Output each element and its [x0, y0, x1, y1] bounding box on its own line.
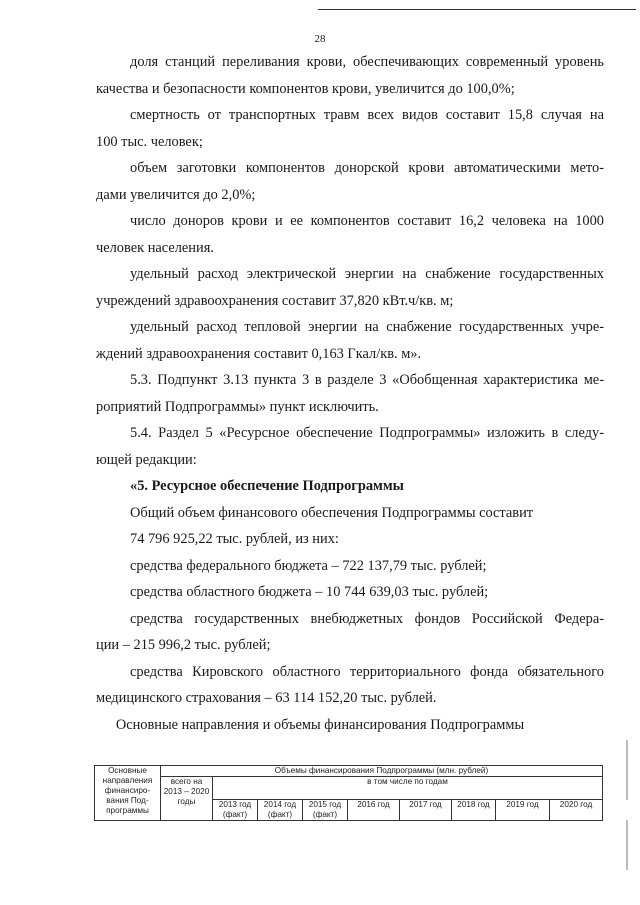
text-line: дами увеличится до 2,0%; — [96, 187, 256, 203]
header-year: 2017 год — [400, 800, 452, 821]
header-rule — [318, 9, 636, 10]
text-line: ции – 215 996,2 тыс. рублей; — [96, 637, 271, 653]
text-line: Общий объем финансового обеспечения Подпрограммы составит — [130, 505, 534, 521]
text-line: роприятий Подпрограммы» пункт исключить. — [96, 399, 379, 415]
header-total: всего на 2013 – 2020 годы — [161, 777, 213, 821]
text-line: человек населения. — [96, 240, 214, 256]
text-line: число доноров крови и ее компонентов составит 16,2 человека на 1000 — [130, 213, 604, 229]
text-line: ющей редакции: — [96, 452, 197, 468]
text-line: средства государственных внебюджетных фондов Российской Федера- — [130, 611, 604, 627]
section-heading: «5. Ресурсное обеспечение Подпрограммы — [130, 478, 404, 494]
page-number: 28 — [314, 33, 326, 45]
financing-table — [94, 765, 603, 821]
text-line: средства Кировского областного территориального фонда обязательного — [130, 664, 604, 680]
header-volumes: Объемы финансирования Подпрограммы (млн. рублей) — [161, 766, 603, 777]
header-year: 2014 год (факт) — [258, 800, 303, 821]
header-year: 2016 год — [348, 800, 400, 821]
scan-edge-mark — [626, 820, 628, 870]
text-line: 5.3. Подпункт 3.13 пункта 3 в разделе 3 «Обобщенная характеристика ме- — [130, 372, 604, 388]
text-line: медицинского страхования – 63 114 152,20 тыс. рублей. — [96, 690, 437, 706]
text-line: средства федерального бюджета – 722 137,79 тыс. рублей; — [130, 558, 487, 574]
text-line: объем заготовки компонентов донорской крови автоматическими мето- — [130, 160, 604, 176]
header-year: 2019 год — [496, 800, 550, 821]
text-line: средства областного бюджета – 10 744 639,03 тыс. рублей; — [130, 584, 489, 600]
header-year: 2020 год — [550, 800, 603, 821]
header-year: 2015 год (факт) — [303, 800, 348, 821]
table-caption: Основные направления и объемы финансирования Подпрограммы — [115, 717, 525, 733]
text-line: учреждений здравоохранения составит 37,820 кВт.ч/кв. м; — [96, 293, 454, 309]
text-line: 100 тыс. человек; — [96, 134, 203, 150]
text-line: ждений здравоохранения составит 0,163 Гкал/кв. м». — [96, 346, 422, 362]
text-line: качества и безопасности компонентов крови, увеличится до 100,0%; — [96, 81, 515, 97]
header-year: 2013 год (факт) — [213, 800, 258, 821]
header-direction: Основные направления финансиро-вания Под-программы — [95, 766, 161, 821]
text-line: удельный расход электрической энергии на снабжение государственных — [130, 266, 604, 282]
text-line: доля станций переливания крови, обеспечивающих современный уровень — [130, 54, 604, 70]
text-line: 74 796 925,22 тыс. рублей, из них: — [130, 531, 339, 547]
text-line: удельный расход тепловой энергии на снабжение государственных учре- — [130, 319, 604, 335]
header-year: 2018 год — [452, 800, 496, 821]
scan-edge-mark — [626, 740, 628, 800]
text-line: 5.4. Раздел 5 «Ресурсное обеспечение Подпрограммы» изложить в следу- — [130, 425, 604, 441]
header-including: в том числе по годам — [213, 777, 603, 800]
text-line: смертность от транспортных травм всех видов составит 15,8 случая на — [130, 107, 604, 123]
